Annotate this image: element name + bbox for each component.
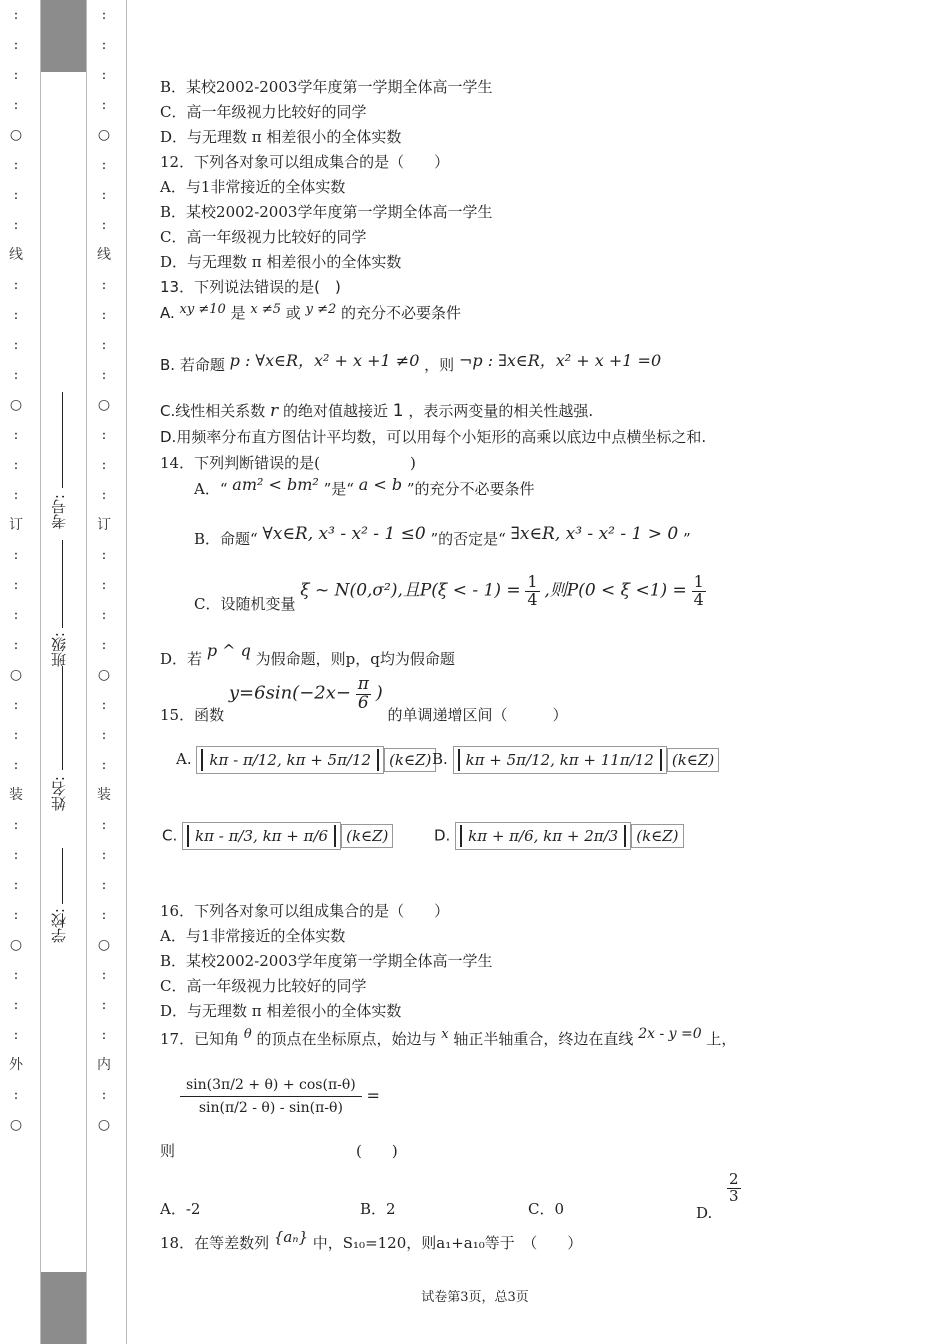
outer-mark: : — [13, 1027, 19, 1043]
outer-mark: : — [13, 847, 19, 863]
question-14-option-a: A．“ am² < bm² ”是“ a < b ”的充分不必要条件 — [194, 475, 535, 498]
inner-mark: 装 — [97, 787, 111, 803]
question-16-option-c: C．高一年级视力比较好的同学 — [160, 977, 367, 995]
inner-mark: : — [101, 1027, 107, 1043]
inner-mark: ○ — [97, 1117, 111, 1133]
inner-mark: : — [101, 367, 107, 383]
question-13-option-b: B. 若命题 p : ∀x∈R，x² + x +1 ≠0 ，则 ¬p : ∃x∈R，x² + x +1 =0 — [160, 351, 662, 374]
question-17-option-d: D. $\frac{2}{3}$ — [696, 1170, 739, 1223]
inner-mark: : — [101, 187, 107, 203]
inner-mark: : — [101, 607, 107, 623]
name-label: 姓名: — [50, 776, 68, 812]
fraction-one-quarter: $\frac{1}{4}$ — [693, 572, 704, 609]
outer-mark: : — [13, 967, 19, 983]
question-17-option-b: B．2 — [360, 1200, 396, 1218]
margin-line-right — [86, 0, 87, 1344]
outer-mark: ○ — [9, 127, 23, 143]
question-17-then: 则 — [160, 1142, 176, 1160]
outer-mark: : — [13, 67, 19, 83]
outer-mark: : — [13, 187, 19, 203]
question-17-option-a: A．-2 — [160, 1200, 201, 1218]
school-label: 学校: — [50, 908, 68, 944]
question-16-option-a: A．与1非常接近的全体实数 — [160, 927, 346, 945]
question-12-option-d: D．与无理数 π 相差很小的全体实数 — [160, 253, 402, 271]
inner-mark: : — [101, 727, 107, 743]
outer-mark: : — [13, 487, 19, 503]
outer-mark: : — [13, 907, 19, 923]
outer-mark: : — [13, 307, 19, 323]
inner-mark: : — [101, 547, 107, 563]
inner-mark: : — [101, 577, 107, 593]
inner-mark: : — [101, 307, 107, 323]
margin-line-left — [40, 0, 41, 1344]
inner-mark: ○ — [97, 667, 111, 683]
question-14-option-b: B．命题“ ∀x∈R, x³ - x² - 1 ≤0 ”的否定是“ ∃x∈R, x³ - x² - 1 > 0 ” — [194, 524, 691, 548]
inner-mark: : — [101, 427, 107, 443]
outer-mark: 线 — [9, 247, 23, 263]
inner-mark: : — [101, 487, 107, 503]
inner-mark: 订 — [97, 517, 111, 533]
outer-mark: : — [13, 367, 19, 383]
outer-mark: ○ — [9, 397, 23, 413]
outer-binding-marks — [4, 0, 28, 1344]
question-12-option-a: A．与1非常接近的全体实数 — [160, 178, 346, 196]
outer-mark: : — [13, 607, 19, 623]
inner-mark: : — [101, 817, 107, 833]
question-15-option-b: B. kπ + 5π/12, kπ + 11π/12 (k∈Z) — [432, 746, 719, 774]
inner-mark: ○ — [97, 397, 111, 413]
outer-mark: : — [13, 157, 19, 173]
inner-mark: ○ — [97, 937, 111, 953]
question-12-option-b: B．某校2002-2003学年度第一学期全体高一学生 — [160, 203, 493, 221]
class-label: 班级: — [50, 632, 68, 668]
outer-mark: : — [13, 457, 19, 473]
exam-number-label: 考号: — [50, 494, 68, 530]
outer-mark: : — [13, 547, 19, 563]
option-b-line: B．某校2002-2003学年度第一学期全体高一学生 — [160, 78, 493, 96]
outer-mark: : — [13, 1087, 19, 1103]
inner-mark: : — [101, 337, 107, 353]
outer-mark: 订 — [9, 517, 23, 533]
inner-mark: : — [101, 757, 107, 773]
question-15-option-c: C. kπ - π/3, kπ + π/6 (k∈Z) — [162, 822, 393, 850]
outer-mark: : — [13, 997, 19, 1013]
inner-mark: 内 — [97, 1057, 111, 1073]
outer-mark: : — [13, 577, 19, 593]
outer-mark: : — [13, 277, 19, 293]
outer-mark: 外 — [9, 1057, 23, 1073]
inner-mark: : — [101, 967, 107, 983]
exam-number-field[interactable] — [62, 392, 63, 488]
question-16-option-d: D．与无理数 π 相差很小的全体实数 — [160, 1002, 402, 1020]
question-12: 12．下列各对象可以组成集合的是（ ） — [160, 153, 450, 171]
question-17: 17．已知角 θ 的顶点在坐标原点，始边与 x 轴正半轴重合，终边在直线 2x - y =0 上， — [160, 1026, 737, 1048]
inner-mark: : — [101, 97, 107, 113]
inner-mark: : — [101, 7, 107, 23]
question-14: 14．下列判断错误的是( ) — [160, 454, 416, 472]
outer-mark: : — [13, 37, 19, 53]
content-border-line — [126, 0, 127, 1344]
inner-mark: : — [101, 907, 107, 923]
question-18: 18．在等差数列 {aₙ} 中，S₁₀=120，则a₁+a₁₀等于 （ ） — [160, 1228, 583, 1252]
inner-mark: : — [101, 277, 107, 293]
outer-mark: : — [13, 817, 19, 833]
question-12-option-c: C．高一年级视力比较好的同学 — [160, 228, 367, 246]
question-17-option-c: C．0 — [528, 1200, 565, 1218]
outer-mark: : — [13, 697, 19, 713]
inner-mark: 线 — [97, 247, 111, 263]
student-info-column — [44, 0, 82, 1344]
inner-mark: : — [101, 457, 107, 473]
question-13-option-c: C.线性相关系数 r 的绝对值越接近 1 ，表示两变量的相关性越强. — [160, 401, 594, 421]
option-d-line: D．与无理数 π 相差很小的全体实数 — [160, 128, 402, 146]
question-15-option-a: A. kπ - π/12, kπ + 5π/12 (k∈Z) — [176, 746, 436, 774]
inner-mark: : — [101, 877, 107, 893]
question-13-option-a: A. xy ≠10 是 x ≠5 或 y ≠2 的充分不必要条件 — [160, 302, 462, 322]
outer-mark: : — [13, 217, 19, 233]
outer-mark: 装 — [9, 787, 23, 803]
question-17-answer-blank: ( ) — [356, 1142, 398, 1160]
inner-mark: : — [101, 697, 107, 713]
outer-mark: : — [13, 427, 19, 443]
inner-mark: : — [101, 157, 107, 173]
inner-mark: : — [101, 1087, 107, 1103]
question-15: 15．函数 y=6sin(−2x− $\frac{\pi}{6}$ ) 的单调递增区间（ ） — [160, 674, 568, 725]
outer-mark: : — [13, 7, 19, 23]
question-15-option-d: D. kπ + π/6, kπ + 2π/3 (k∈Z) — [434, 822, 684, 850]
school-field[interactable] — [62, 848, 63, 904]
question-14-option-d: D．若 p ^ q 为假命题，则p，q均为假命题 — [160, 641, 455, 668]
outer-mark: : — [13, 337, 19, 353]
question-17-expression: $\frac{\sin(3\pi/2 + \theta) + \cos(\pi-\theta)}{\sin(\pi/2 - \theta) - \sin(\pi-\theta)}$ = — [180, 1074, 380, 1120]
outer-mark: ○ — [9, 667, 23, 683]
inner-mark: : — [101, 847, 107, 863]
outer-mark: : — [13, 637, 19, 653]
question-16-option-b: B．某校2002-2003学年度第一学期全体高一学生 — [160, 952, 493, 970]
outer-mark: : — [13, 727, 19, 743]
outer-mark: : — [13, 757, 19, 773]
inner-mark: : — [101, 37, 107, 53]
fraction-one-quarter: $\frac{1}{4}$ — [527, 572, 538, 609]
outer-mark: : — [13, 877, 19, 893]
question-13-option-d: D.用频率分布直方图估计平均数，可以用每个小矩形的高乘以底边中点横坐标之和. — [160, 428, 707, 446]
inner-mark: : — [101, 997, 107, 1013]
inner-mark: ○ — [97, 127, 111, 143]
question-13: 13．下列说法错误的是( ) — [160, 278, 341, 296]
outer-mark: ○ — [9, 937, 23, 953]
name-field[interactable] — [62, 666, 63, 770]
class-field[interactable] — [62, 540, 63, 628]
option-c-line: C．高一年级视力比较好的同学 — [160, 103, 367, 121]
page-footer: 试卷第3页，总3页 — [421, 1290, 529, 1305]
inner-mark: : — [101, 67, 107, 83]
outer-mark: : — [13, 97, 19, 113]
inner-binding-marks — [92, 0, 116, 1344]
question-14-option-c: C．设随机变量 ξ ~ N(0,σ²),且P(ξ < - 1) = $\frac{1}{4}$ ,则P(0 < ξ <1) = $\frac{1}{4}$ — [194, 572, 704, 614]
inner-mark: : — [101, 637, 107, 653]
outer-mark: ○ — [9, 1117, 23, 1133]
question-16: 16．下列各对象可以组成集合的是（ ） — [160, 902, 450, 920]
inner-mark: : — [101, 217, 107, 233]
